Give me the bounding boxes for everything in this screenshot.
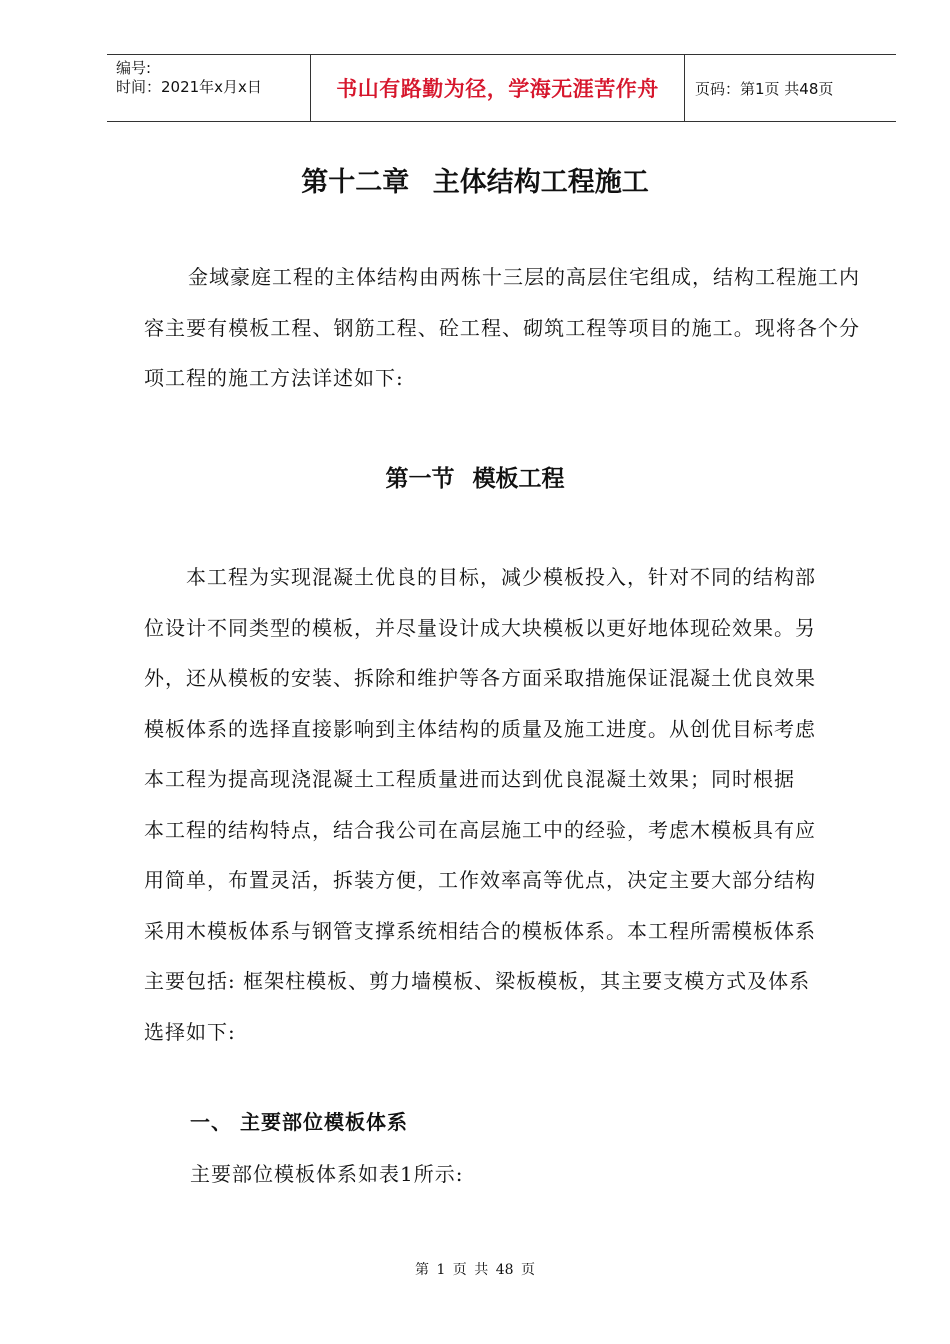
paragraph-line: 采用木模板体系与钢管支撑系统相结合的模板体系。本工程所需模板体系 — [144, 918, 816, 943]
subsection-title: 一、 主要部位模板体系 — [190, 1110, 408, 1134]
page-header — [107, 54, 896, 122]
paragraph-line: 外，还从模板的安装、拆除和维护等各方面采取措施保证混凝土优良效果 — [144, 666, 816, 690]
paragraph-line: 用简单，布置灵活，拆装方便，工作效率高等优点，决定主要大部分结构 — [144, 868, 816, 892]
paragraph-line: 选择如下: — [144, 1019, 236, 1044]
time-label: 时间：2021年x月x日 — [116, 78, 262, 96]
paragraph-line: 主要包括: 框架柱模板、剪力墙模板、梁板模板，其主要支模方式及体系 — [144, 969, 811, 993]
subsection-text: 主要部位模板体系如表1所示: — [190, 1162, 464, 1186]
number-label: 编号: — [116, 59, 152, 77]
section-title: 第一节 模板工程 — [385, 466, 565, 492]
page-footer: 第 1 页 共 48 页 — [415, 1262, 535, 1278]
intro-paragraph: 金域豪庭工程的主体结构由两栋十三层的高层住宅组成，结构工程施工内容主要有模板工程、钢筋工程、砼工程、砌筑工程等项目的施工。现将各个分项工程的施工方法详述如下: — [144, 265, 860, 390]
header-page-info: 页码：第1页 共48页 — [695, 79, 834, 98]
chapter-title: 第十二章 主体结构工程施工 — [301, 167, 649, 198]
header-motto: 书山有路勤为径，学海无涯苦作舟 — [310, 55, 685, 121]
section-paragraph — [144, 552, 860, 1057]
header-meta — [107, 55, 310, 121]
paragraph-line: 本工程为实现混凝土优良的目标，减少模板投入，针对不同的结构部 — [144, 565, 816, 589]
paragraph-line: 本工程的结构特点，结合我公司在高层施工中的经验，考虑木模板具有应 — [144, 817, 816, 842]
paragraph-line: 本工程为提高现浇混凝土工程质量进而达到优良混凝土效果；同时根据 — [144, 767, 795, 791]
paragraph-line: 位设计不同类型的模板，并尽量设计成大块模板以更好地体现砼效果。另 — [144, 615, 816, 640]
paragraph-line: 模板体系的选择直接影响到主体结构的质量及施工进度。从创优目标考虑 — [144, 716, 816, 741]
